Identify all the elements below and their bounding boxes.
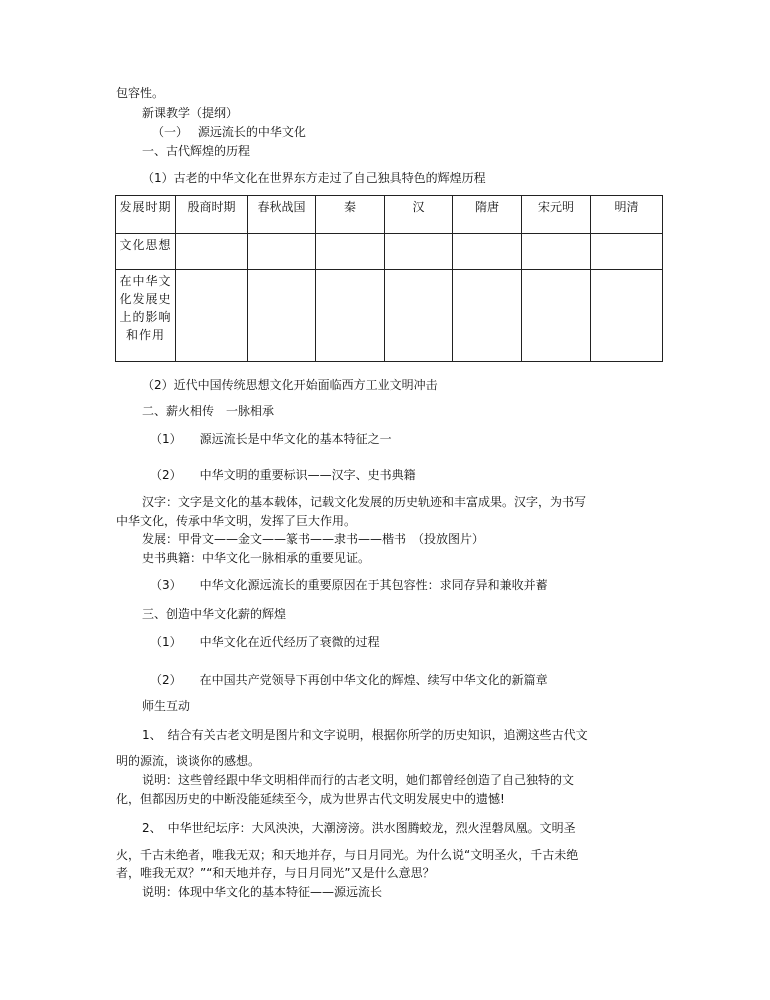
text-line: 火，千古未绝者，唯我无双；和天地并存，与日月同光。为什么说“文明圣火，千古未绝 [116,848,579,862]
section-heading: 一、古代辉煌的历程 [142,144,251,158]
history-table [115,195,663,362]
table-header-cell: 汉 [385,196,453,234]
text-line: （1）古老的中华文化在世界东方走过了自己独具特色的辉煌历程 [142,171,486,185]
table-cell [591,270,663,362]
text-line: （3） 中华文化源远流长的重要原因在于其包容性：求同存异和兼收并蓄 [150,578,548,592]
text-line: （1） 源远流长是中华文化的基本特征之一 [150,432,392,446]
text-line: 包容性。 [116,86,165,100]
text-line: （1） 中华文化在近代经历了衰微的过程 [150,635,380,649]
text-line: 2、 中华世纪坛序：大风泱泱，大潮滂滂。洪水图腾蛟龙，烈火涅磐凤凰。文明圣 [142,821,576,835]
text-line: （2） 中华文明的重要标识——汉字、史书典籍 [150,468,416,482]
table-row-label: 在中华文化发展史上的影响和作用 [116,270,176,362]
text-line: 汉字：文字是文化的基本载体，记载文化发展的历史轨迹和丰富成果。汉字，为书写 [142,495,587,509]
table-cell [248,270,316,362]
text-line: （2）近代中国传统思想文化开始面临西方工业文明冲击 [142,378,438,392]
table-header-cell: 隋唐 [453,196,522,234]
table-cell [522,270,591,362]
table-cell [176,270,248,362]
text-line: 化，但都因历史的中断没能延续至今，成为世界古代文明发展史中的遗憾! [116,792,505,806]
text-line: 明的源流，谈谈你的感想。 [116,754,261,768]
table-cell [248,234,316,270]
text-line: 1、 结合有关古老文明是图片和文字说明，根据你所学的历史知识，追溯这些古代文 [142,728,588,742]
table-cell [453,270,522,362]
table-cell [316,270,385,362]
table-cell [316,234,385,270]
text-line: 发展：甲骨文——金文——篆书——隶书——楷书 （投放图片） [142,532,485,546]
table-cell [453,234,522,270]
table-row [116,234,663,270]
table-cell [522,234,591,270]
table-header-cell: 明清 [591,196,663,234]
table-row [116,270,663,362]
table-row-label: 文化思想 [116,234,176,270]
table-cell [176,234,248,270]
table-header-cell: 发展时期 [116,196,176,234]
table-cell [385,234,453,270]
table-header-cell: 宋元明 [522,196,591,234]
section-heading: 三、创造中华文化薪的辉煌 [142,607,287,621]
section-heading: （一） 源远流长的中华文化 [152,125,306,139]
section-heading: 新课教学（提纲） [142,106,239,120]
table-cell [591,234,663,270]
text-line: 说明：这些曾经跟中华文明相伴而行的古老文明，她们都曾经创造了自己独特的文 [142,773,575,787]
table-cell [385,270,453,362]
section-heading: 师生互动 [142,699,191,713]
table-header-row [116,196,663,234]
text-line: （2） 在中国共产党领导下再创中华文化的辉煌、续写中华文化的新篇章 [150,673,548,687]
text-line: 中华文化，传承中华文明，发挥了巨大作用。 [116,514,357,528]
text-line: 者，唯我无双？”“和天地并存，与日月同光”又是什么意思？ [116,866,435,880]
section-heading: 二、薪火相传 一脉相承 [142,404,275,418]
table-header-cell: 秦 [316,196,385,234]
table-header-cell: 春秋战国 [248,196,316,234]
table-header-cell: 殷商时期 [176,196,248,234]
text-line: 史书典籍：中华文化一脉相承的重要见证。 [142,551,371,565]
text-line: 说明：体现中华文化的基本特征——源远流长 [142,885,383,899]
